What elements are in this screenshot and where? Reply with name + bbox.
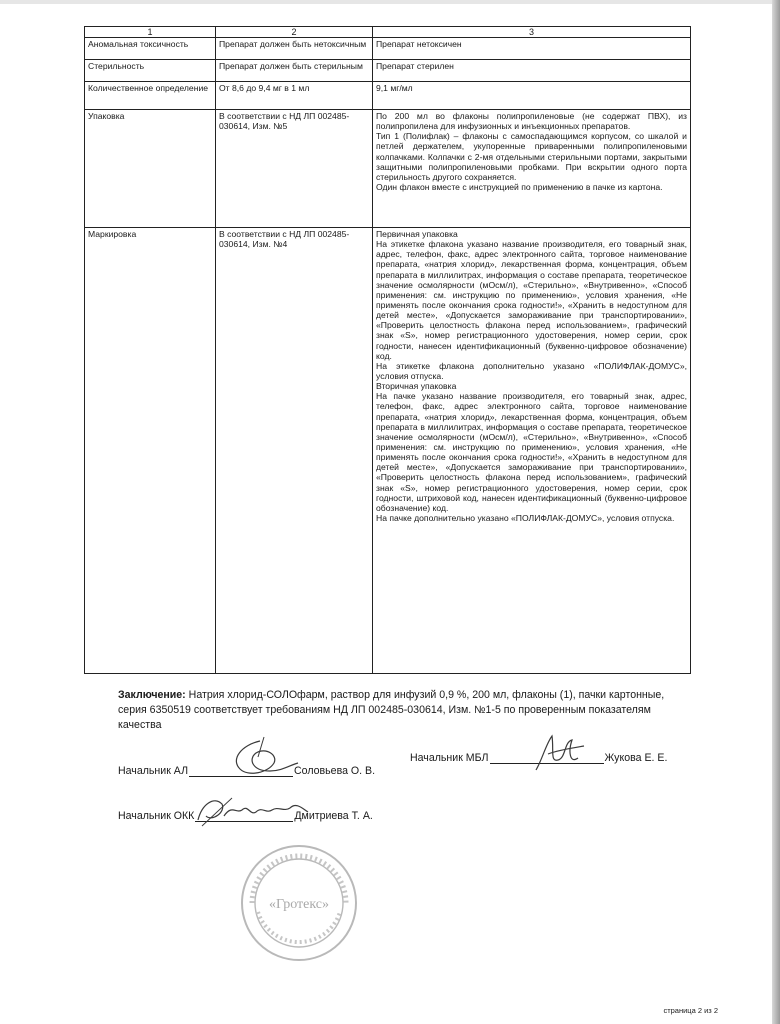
handwritten-signature-mbl [528,730,588,776]
table-row [85,38,691,60]
parameter-cell: Упаковка [85,110,216,228]
packaging-paragraph: Тип 1 (Полифлак) – флаконы с самоспадающимся корпусом, со шкалой и петлей держателем, укупоренные приваренными полипропиленовыми колпачками. Колпачки с 2-мя отдельными стерильными портами, закрытыми защитными полипропиленовыми пробками. При вскрытии одного порта стерильность другого сохраняется. [376,131,687,182]
conclusion [118,688,688,733]
parameter-cell: Маркировка [85,228,216,674]
primary-packaging-text: На этикетке флакона указано название производителя, его товарный знак, адрес, телефон, факс, адрес электронного сайта, торговое наименование препарата, «натрия хлорид», лекарственная форма, концентрация, объем препарата в миллилитрах, информация о составе препарата, теоретическое значение осмолярности (мОсм/л), «Стерильно», «Внутривенно», «Способ применения: см. инструкцию по применению», условия хранения, «Не применять после окончания срока годности!», «Хранить в недоступном для детей месте», «Допускается замораживание при транспортировании», «Проверить целостность флакона перед использованием», графический знак «S», номер регистрационного удостоверения, номер серии, срок годности, нанесен идентификационный (буквенно-цифровое обозначение) код. [376,239,687,361]
result-cell: Препарат стерилен [373,60,691,82]
secondary-packaging-title: Вторичная упаковка [376,381,457,392]
conclusion-text: Натрия хлорид-СОЛОфарм, раствор для инфузий 0,9 %, 200 мл, флаконы (1), пачки картонные, серия 6350519 соответствует требованиям НД ЛП 002485-030614, Изм. №1-5 по проверенным показателям качества [118,689,665,731]
signatory-name: Соловьева О. В. [294,765,376,777]
page-number: страница 2 из 2 [663,1006,718,1015]
table-row [85,60,691,82]
signatory-name: Жукова Е. Е. [604,752,668,764]
signatory-name: Дмитриева Т. А. [294,810,373,822]
requirement-cell: От 8,6 до 9,4 мг в 1 мл [216,82,373,110]
specification-table [84,26,691,674]
column-number: 3 [373,27,691,38]
column-number: 1 [85,27,216,38]
table-row [85,82,691,110]
primary-packaging-extra: На этикетке флакона дополнительно указано «ПОЛИФЛАК-ДОМУС», условия отпуска. [376,360,687,381]
result-cell [373,228,691,674]
signatory-title: Начальник МБЛ [410,752,489,764]
requirement-cell: Препарат должен быть стерильным [216,60,373,82]
organization-stamp [238,842,360,964]
stamp-text: «Гротекс» [268,897,330,912]
handwritten-signature-al [212,735,302,781]
handwritten-signature-okk [192,790,312,830]
packaging-paragraph: По 200 мл во флаконы полипропиленовые (не содержат ПВХ), из полипропилена для инфузионных и инъекционных препаратов. [376,111,687,132]
result-cell: 9,1 мг/мл [373,82,691,110]
signatory-title: Начальник ОКК [118,810,195,822]
scan-top-edge [0,0,772,4]
scan-right-edge [772,0,780,1024]
signatory-title: Начальник АЛ [118,765,189,777]
parameter-cell: Количественное определение [85,82,216,110]
table-row [85,110,691,228]
secondary-packaging-text: На пачке указано название производителя, его товарный знак, адрес, телефон, факс, адрес электронного сайта, торговое наименование препарата, «натрия хлорид», лекарственная форма, концентрация, объем препарата в миллилитрах, информация о составе препарата, теоретическое значение осмолярности (мОсм/л), «Стерильно», «Внутривенно», «Способ применения: см. инструкцию по применению», условия хранения, «Не применять после окончания срока годности!», «Хранить в недоступном для детей месте», «Допускается замораживание при транспортировании», «Проверить целостность флакона перед использованием», графический знак «S», номер регистрационного удостоверения, номер серии, срок годности, штриховой код, нанесен идентификационный (буквенно-цифровое обозначение) код. [376,391,687,513]
result-cell [373,110,691,228]
packaging-paragraph: Один флакон вместе с инструкцией по применению в пачке из картона. [376,181,663,192]
secondary-packaging-extra: На пачке дополнительно указано «ПОЛИФЛАК-ДОМУС», условия отпуска. [376,512,675,523]
table-row [85,228,691,674]
requirement-cell: В соответствии с НД ЛП 002485-030614, Изм. №5 [216,110,373,228]
conclusion-label: Заключение: [118,689,186,701]
parameter-cell: Аномальная токсичность [85,38,216,60]
primary-packaging-title: Первичная упаковка [376,229,458,239]
column-number: 2 [216,27,373,38]
requirement-cell: Препарат должен быть нетоксичным [216,38,373,60]
result-cell: Препарат нетоксичен [373,38,691,60]
parameter-cell: Стерильность [85,60,216,82]
requirement-cell: В соответствии с НД ЛП 002485-030614, Изм. №4 [216,228,373,674]
table-header-row [85,27,691,38]
